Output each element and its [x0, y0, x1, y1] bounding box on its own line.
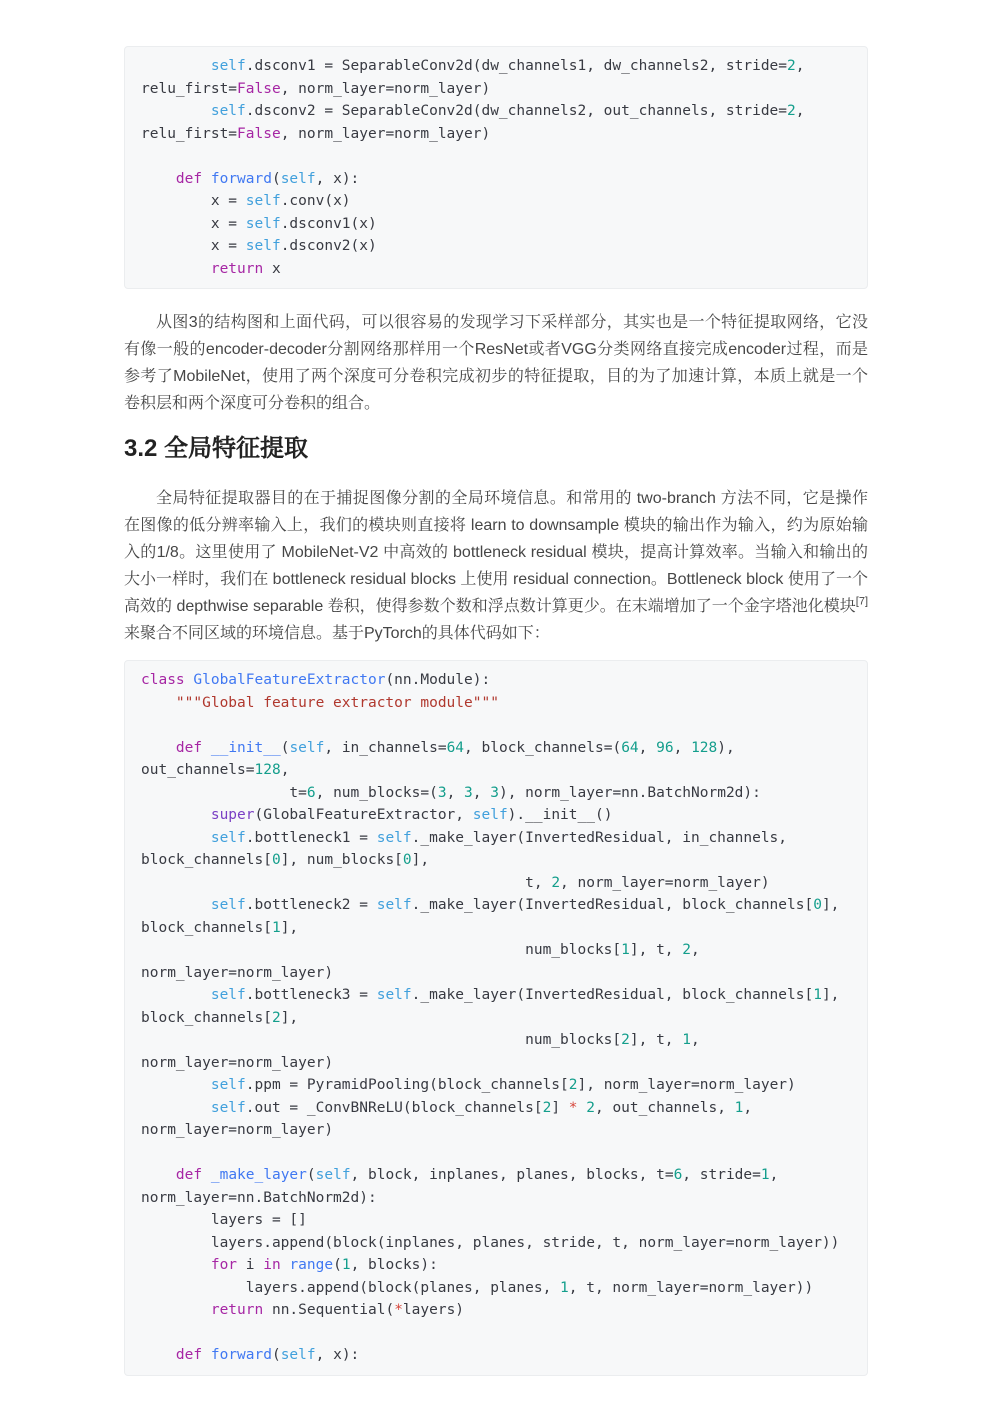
code-block-learning-to-downsample: [124, 46, 868, 289]
code-line: self.bottleneck1 = self._make_layer(InvertedResidual, in_channels,: [210, 829, 788, 846]
code-line: x = self.dsconv1(x): [141, 215, 377, 232]
code-line: relu_first=False, norm_layer=norm_layer): [141, 80, 491, 97]
code-line: num_blocks[2], t, 1,: [141, 1032, 700, 1048]
code-line: def forward(self, x):: [175, 170, 360, 187]
paragraph-global-feature-extractor: [124, 485, 868, 647]
code-line: class GlobalFeatureExtractor(nn.Module):: [141, 672, 491, 688]
code-line: self.dsconv1 = SeparableConv2d(dw_channels1, dw_channels2, stride=2,: [210, 58, 805, 74]
code-line: t, 2, norm_layer=norm_layer): [141, 874, 770, 891]
code-line: norm_layer=norm_layer): [141, 964, 334, 981]
code-line: self.dsconv2 = SeparableConv2d(dw_channels2, out_channels, stride=2,: [210, 103, 805, 119]
code-line: x = self.dsconv2(x): [141, 238, 377, 254]
code-line: num_blocks[1], t, 2,: [141, 942, 700, 958]
code-line: x = self.conv(x): [141, 193, 351, 209]
code-line: block_channels[0], num_blocks[0],: [141, 852, 430, 868]
code-line: norm_layer=norm_layer): [141, 1054, 334, 1071]
code-line: for i in range(1, blocks):: [210, 1257, 438, 1273]
code-line: self.out = _ConvBNReLU(block_channels[2] * 2, out_channels, 1,: [210, 1099, 753, 1116]
code-line: def _make_layer(self, block, inplanes, planes, blocks, t=6, stride=1,: [175, 1167, 779, 1183]
code-line: out_channels=128,: [141, 762, 290, 778]
citation-ref: [7]: [855, 595, 868, 608]
code-line: self.bottleneck2 = self._make_layer(InvertedResidual, block_channels[0],: [210, 897, 840, 913]
code-line: block_channels[2],: [141, 1009, 299, 1026]
code-line: self.ppm = PyramidPooling(block_channels[2], norm_layer=norm_layer): [210, 1077, 796, 1093]
code-line: return nn.Sequential(*layers): [210, 1302, 465, 1318]
code-line: def __init__(self, in_channels=64, block_channels=(64, 96, 128),: [175, 739, 735, 756]
code-line: return x: [210, 260, 281, 277]
code-block-global-feature-extractor: [124, 660, 868, 1376]
code-line: relu_first=False, norm_layer=norm_layer): [141, 125, 491, 142]
text-run: 来聚合不同区域的环境信息。基于PyTorch的具体代码如下：: [124, 625, 550, 642]
paragraph-downsample-explanation: [124, 309, 868, 417]
code-line: [141, 714, 851, 737]
code-line: self.bottleneck3 = self._make_layer(InvertedResidual, block_channels[1],: [210, 987, 840, 1003]
code-line: [141, 1142, 851, 1165]
code-line: norm_layer=nn.BatchNorm2d):: [141, 1189, 377, 1206]
code-line: [141, 1322, 851, 1345]
code-line: super(GlobalFeatureExtractor, self).__init__(): [210, 807, 613, 823]
code-line: [141, 145, 851, 168]
code-line: block_channels[1],: [141, 919, 299, 936]
code-line: def forward(self, x):: [175, 1347, 360, 1363]
code-line: layers.append(block(planes, planes, 1, t, norm_layer=norm_layer)): [141, 1279, 814, 1296]
code-line: """Global feature extractor module""": [175, 694, 499, 711]
code-line: t=6, num_blocks=(3, 3, 3), norm_layer=nn.BatchNorm2d):: [141, 784, 761, 801]
article-body: [124, 46, 868, 1376]
code-line: layers.append(block(inplanes, planes, stride, t, norm_layer=norm_layer)): [141, 1234, 840, 1251]
text-run: 全局特征提取器目的在于捕捉图像分割的全局环境信息。和常用的 two-branch 方法不同，它是操作在图像的低分辨率输入上，我们的模块则直接将 learn to downsample 模块的输出作为输入，约为原始输入的1/8。这里使用了 MobileNet-V2 中高效的 bottleneck residual 模块，提高计算效率。当输入和输出的大小一样时，我们在 bottleneck residual blocks 上使用 residual connection。Bottleneck block 使用了一个高效的 depthwise separable 卷积，使得参数个数和浮点数计算更少。在末端增加了一个金字塔池化模块: [124, 490, 868, 615]
section-heading: 3.2 全局特征提取: [124, 435, 309, 462]
code-line: layers = []: [141, 1212, 307, 1228]
text-run: 从图3的结构图和上面代码，可以很容易的发现学习下采样部分，其实也是一个特征提取网络，它没有像一般的encoder-decoder分割网络那样用一个ResNet或者VGG分类网络直接完成encoder过程，而是参考了MobileNet，使用了两个深度可分卷积完成初步的特征提取，目的为了加速计算，本质上就是一个卷积层和两个深度可分卷积的组合。: [124, 314, 868, 412]
code-line: norm_layer=norm_layer): [141, 1122, 334, 1138]
